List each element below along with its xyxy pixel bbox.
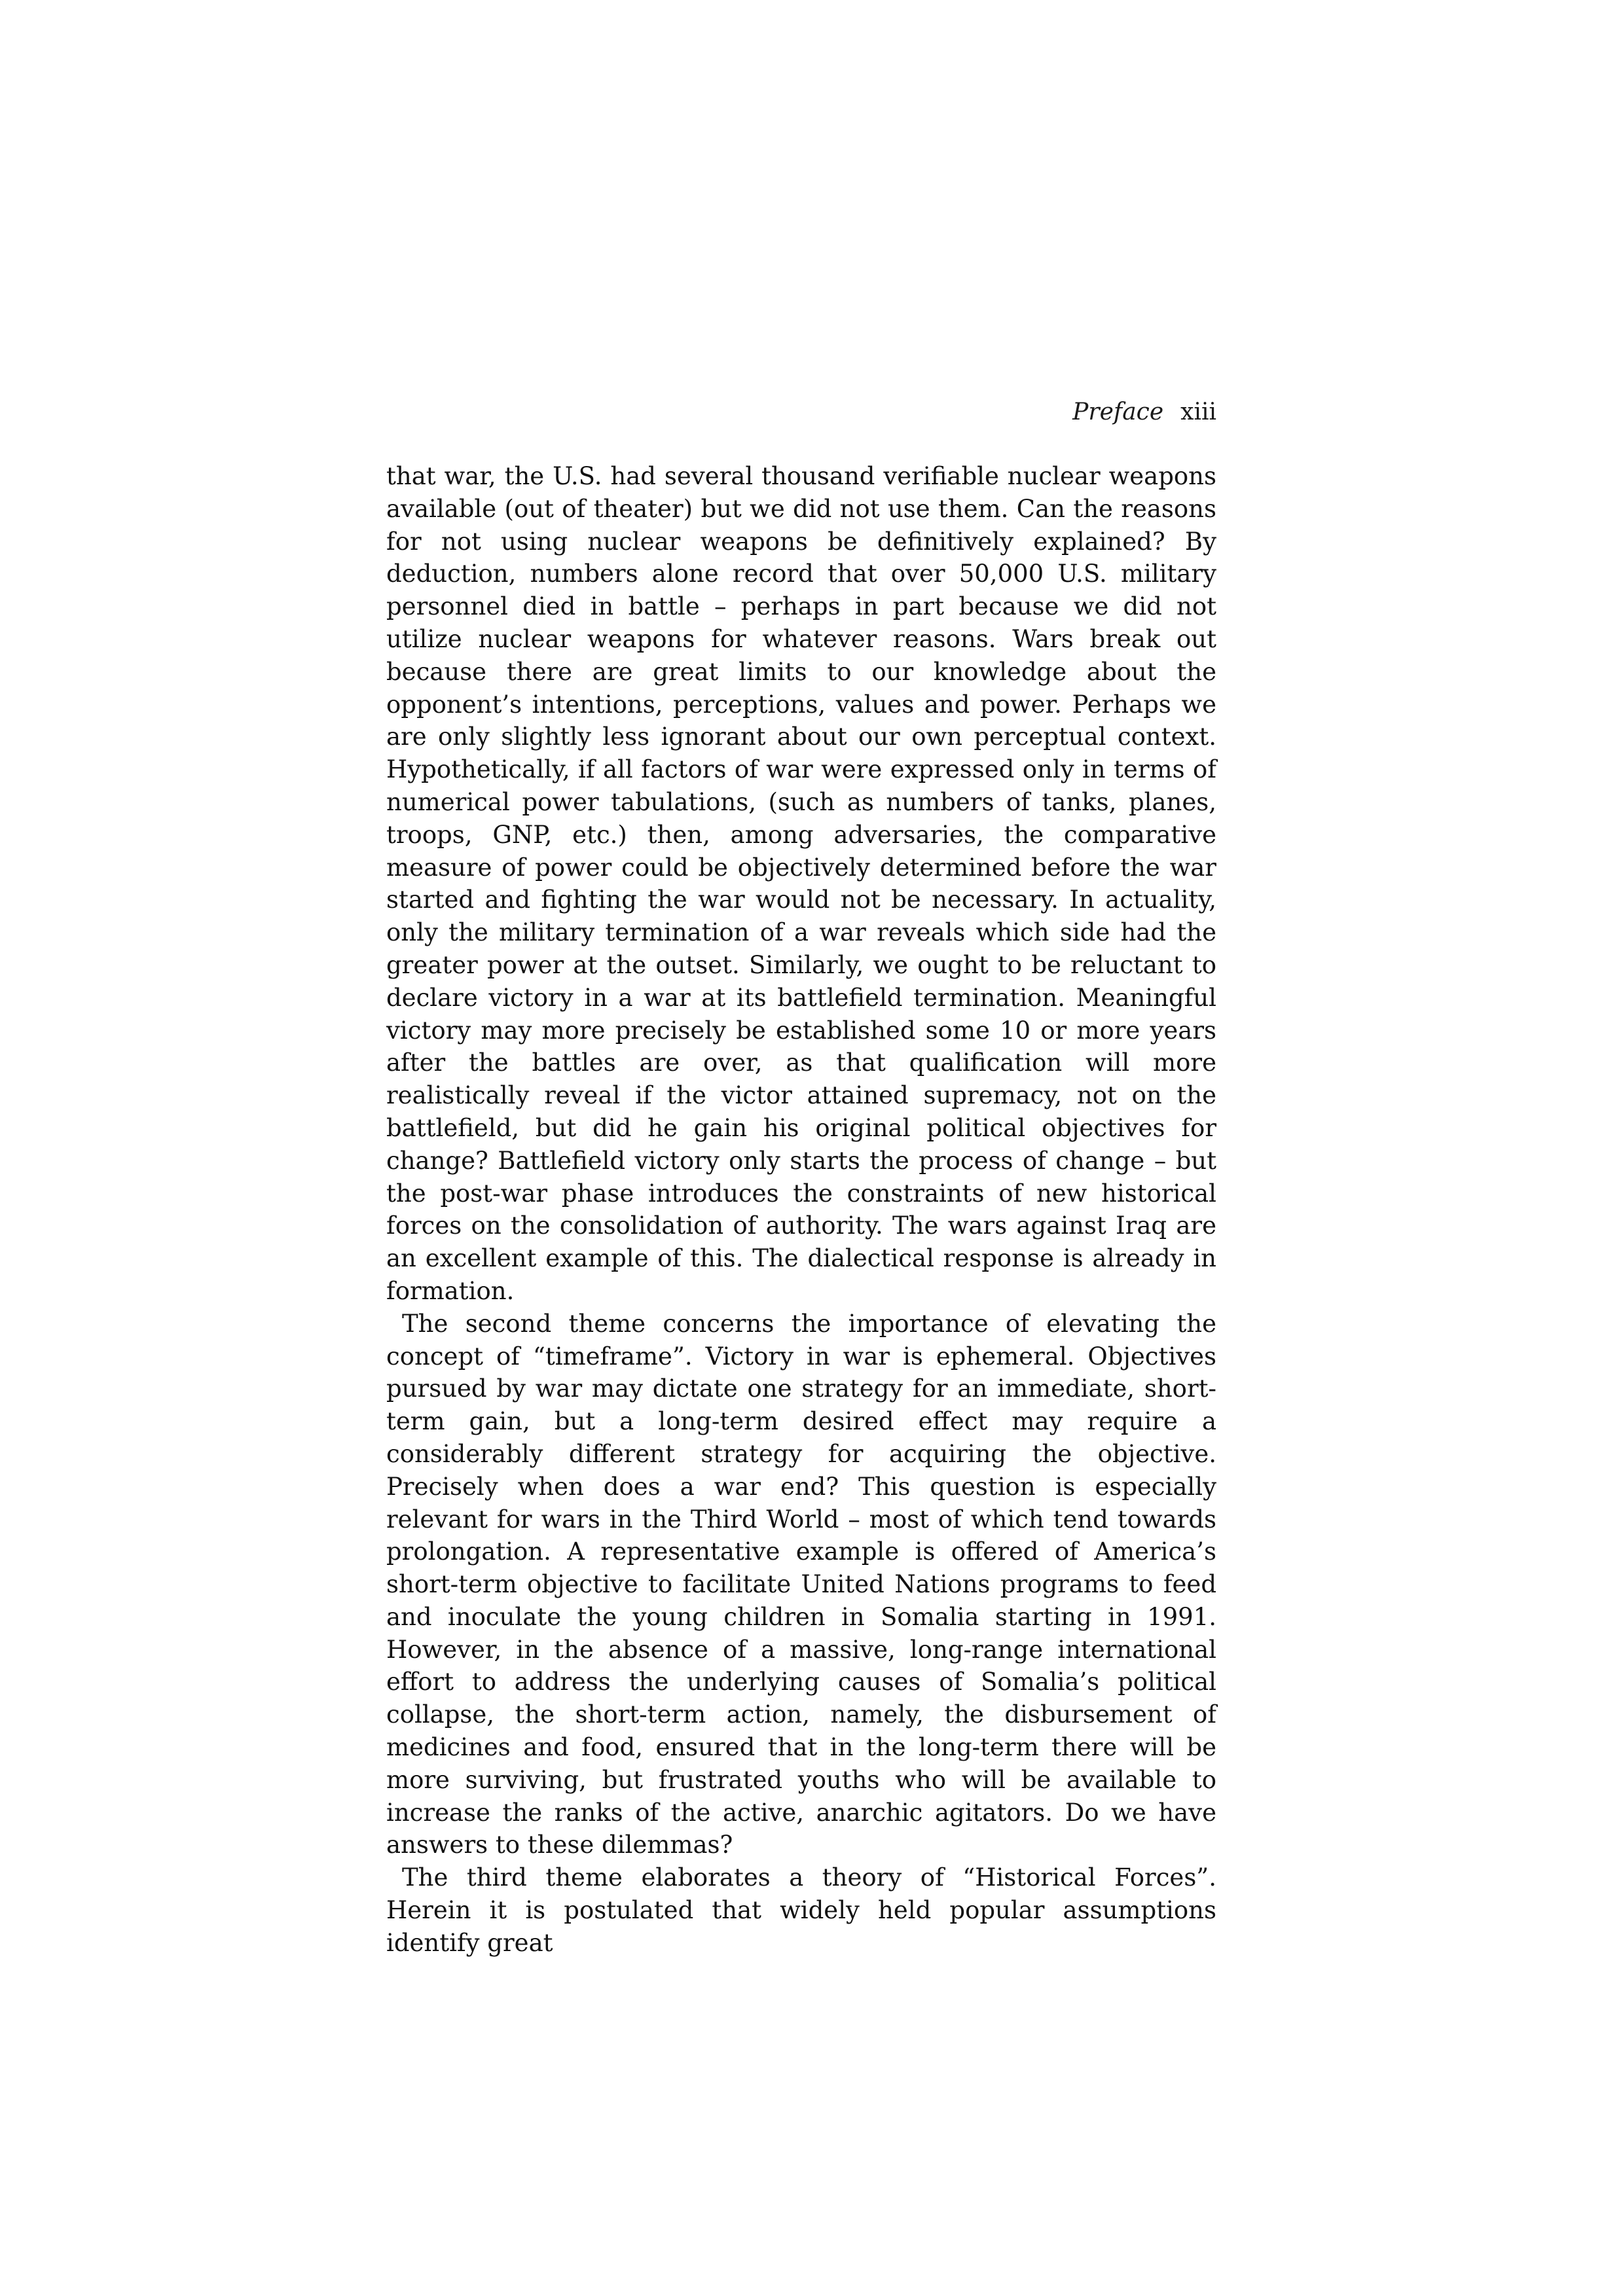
body-text: [386, 460, 1216, 1960]
paragraph-third-theme: The third theme elaborates a theory of “Historical Forces”. Herein it is postulated that widely held popular assumptions identify great: [386, 1863, 1216, 1957]
running-head: [386, 396, 1216, 429]
running-head-title: Preface: [1072, 399, 1164, 425]
paragraph-second-theme: The second theme concerns the importance of elevating the concept of “timeframe”. Victory in war is ephemeral. Objectives pursued by war may dictate one strategy for an immediate, short-term gain, but a long-term desired effect may require a considerably different strategy for acquiring the objective. Precisely when does a war end? This question is especially relevant for wars in the Third World – most of which tend towards prolongation. A representative example is offered of America’s short-term objective to facilitate United Nations programs to feed and inoculate the young children in Somalia starting in 1991. However, in the absence of a massive, long-range international effort to address the underlying causes of Somalia’s political collapse, the short-term action, namely, the disbursement of medicines and food, ensured that in the long-term there will be more surviving, but frustrated youths who will be available to increase the ranks of the active, anarchic agitators. Do we have answers to these dilemmas?: [386, 1309, 1216, 1859]
paragraph-continuation: that war, the U.S. had several thousand verifiable nuclear weapons available (out of theater) but we did not use them. Can the reasons for not using nuclear weapons be definitively explained? By deduction, numbers alone record that over 50,000 U.S. military personnel died in battle – perhaps in part because we did not utilize nuclear weapons for whatever reasons. Wars break out because there are great limits to our knowledge about the opponent’s intentions, perceptions, values and power. Perhaps we are only slightly less ignorant about our own perceptual context. Hypothetically, if all factors of war were expressed only in terms of numerical power tabulations, (such as numbers of tanks, planes, troops, GNP, etc.) then, among adversaries, the comparative measure of power could be objectively determined before the war started and fighting the war would not be necessary. In actuality, only the military termination of a war reveals which side had the greater power at the outset. Similarly, we ought to be reluctant to declare victory in a war at its battlefield termination. Meaningful victory may more precisely be established some 10 or more years after the battles are over, as that qualification will more realistically reveal if the victor attained supremacy, not on the battlefield, but did he gain his original political objectives for change? Battlefield victory only starts the process of change – but the post-war phase introduces the constraints of new historical forces on the consolidation of authority. The wars against Iraq are an excellent example of this. The dialectical response is already in formation.: [386, 462, 1216, 1305]
page-number: xiii: [1180, 399, 1216, 425]
